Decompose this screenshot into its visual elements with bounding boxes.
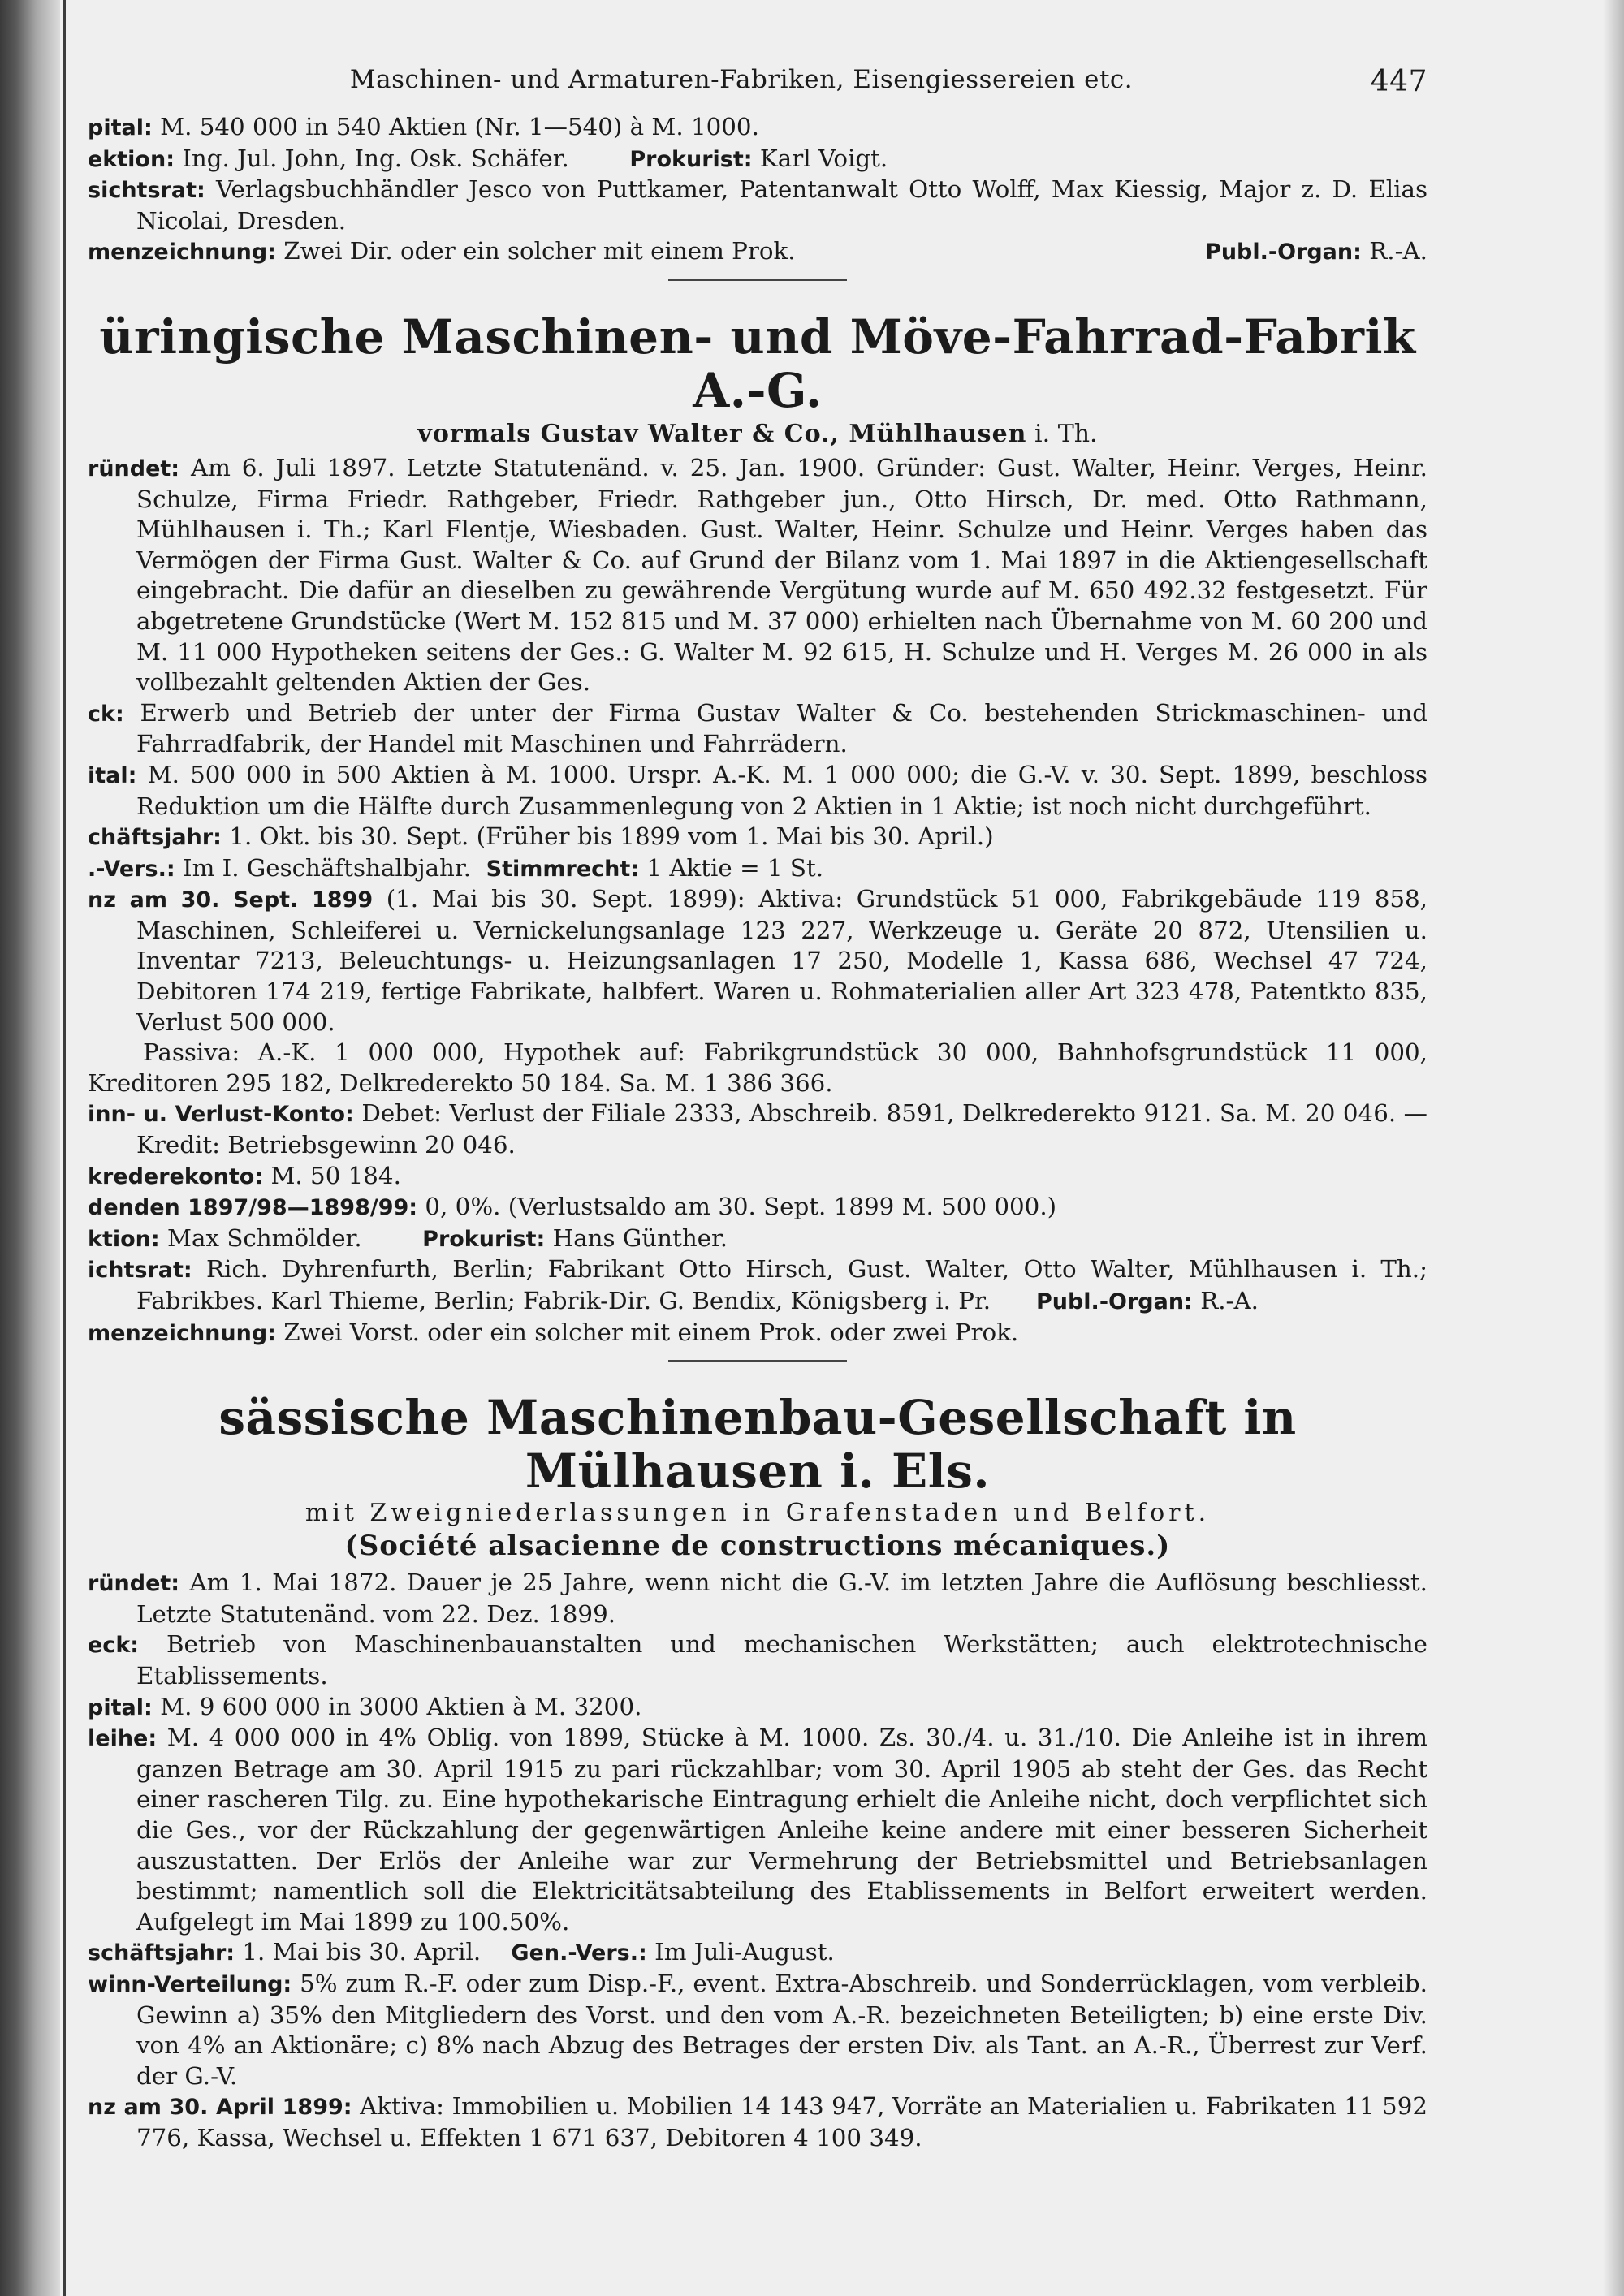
genversammlung-line: .-Vers.: Im I. Geschäftshalbjahr. Stimmrecht: 1 Aktie = 1 St. [88,853,824,882]
guv-line: inn- u. Verlust-Konto: Debet: Verlust der Filiale 2333, Abschreib. 8591, Delkrederekto 9121. Sa. M. 20 046. — Kredit: Betriebsgewinn 20 046. [88,1099,1427,1159]
entry-continuation [88,112,1427,268]
section-divider [668,1360,847,1362]
document-page [88,65,1427,2153]
kapital-line: ital: M. 500 000 in 500 Aktien à M. 1000. Urspr. A.-K. M. 1 000 000; die G.-V. v. 30. Sept. 1899, beschloss Reduktion um die Hälfte durch Zusammenlegung von 2 Aktien in 1 Aktie; ist noch nicht durchgeführt. [88,760,1427,820]
anleihe-line: leihe: M. 4 000 000 in 4% Oblig. von 1899, Stücke à M. 1000. Zs. 30./4. u. 31./10. Die Anleihe ist in ihrem ganzen Betrage am 30. April 1915 zu pari rückzahlbar; vom 30. April 1905 ab steht der Ges. das Recht einer rascheren Tilg. zu. Eine hypothekarische Eintragung erhielt die Anleihe nicht, doch verpflichtet sich die Ges., vor der Rückzahlung der gegenwärtigen Anleihe keine andere mit einer besseren Sicherheit auszustatten. Der Erlös der Anleihe war zur Vermehrung der Betriebsmittel und Betriebsanlagen bestimmt; namentlich soll die Elektricitätsabteilung des Etablissements in Belfort erweitert werden. Aufgelegt im Mai 1899 zu 100.50%. [88,1724,1427,1936]
kapital-line: pital: M. 9 600 000 in 3000 Aktien à M. 3200. [88,1692,642,1720]
section-divider [668,279,847,281]
company-title: üringische Maschinen- und Möve-Fahrrad-Fabrik A.-G. [99,309,1416,418]
gegruendet-line: ründet: Am 1. Mai 1872. Dauer je 25 Jahre, wenn nicht die G.-V. im letzten Jahre die Auflösung beschliesst. Letzte Statutenänd. vom 22. Dez. 1899. [88,1569,1427,1628]
gewinnverteilung-line: winn-Verteilung: 5% zum R.-F. oder zum Disp.-F., event. Extra-Abschreib. und Sonderrücklagen, vom verbleib. Gewinn a) 35% den Mitgliedern des Vorst. und den vom A.-R. bezeichneten Beteiligten; b) eine erste Div. von 4% an Aktionäre; c) 8% nach Abzug des Betrages der ersten Div. als Tant. an A.-R., Überrest zur Verf. der G.-V. [88,1969,1427,2090]
company-branches: mit Zweigniederlassungen in Grafenstaden und Belfort. [304,1499,1211,1528]
delkredere-line: krederekonto: M. 50 184. [88,1161,401,1189]
page-number: 447 [1370,65,1427,98]
gegruendet-line: ründet: Am 6. Juli 1897. Letzte Statutenänd. v. 25. Jan. 1900. Gründer: Gust. Walter, Heinr. Verges, Heinr. Schulze, Firma Friedr. Rathgeber, Friedr. Rathgeber jun., Otto Hirsch, Dr. med. Otto Rathmann, Mühlhausen i. Th.; Karl Flentje, Wiesbaden. Gust. Walter, Heinr. Schulze und Heinr. Verges haben das Vermögen der Firma Gust. Walter & Co. auf Grund der Bilanz vom 1. Mai 1897 in die Aktiengesellschaft eingebracht. Die dafür an dieselben zu gewährende Vergütung wurde auf M. 650 492.32 festgesetzt. Für abgetretene Grundstücke (Wert M. 152 815 und M. 37 000) erhielten nach Übernahme von M. 60 200 und M. 11 000 Hypotheken seitens der Ges.: G. Walter M. 92 615, H. Schulze und H. Verges M. 26 000 in als vollbezahlt geltenden Aktien der Ges. [88,453,1427,697]
zweck-line: ck: Erwerb und Betrieb der unter der Firma Gustav Walter & Co. bestehenden Strickmaschinen- und Fahrradfabrik, der Handel mit Maschinen und Fahrrädern. [88,698,1427,758]
firma-line: menzeichnung: Zwei Dir. oder ein solcher mit einem Prok. Publ.-Organ: R.-A. [88,237,1427,265]
scan-left-line [63,0,66,2296]
geschaeftsjahr-line: schäftsjahr: 1. Mai bis 30. April. Gen.-Vers.: Im Juli-August. [88,1938,835,1966]
entry-elsaessische [88,1391,1427,2153]
bilanz-line: nz am 30. Sept. 1899 (1. Mai bis 30. Sept. 1899): Aktiva: Grundstück 51 000, Fabrikgebäude 119 858, Maschinen, Schleiferei u. Vernickelungsanlage 123 227, Werkzeuge u. Geräte 20 872, Utensilien u. Inventar 7213, Beleuchtungs- u. Heizungsanlagen 17 250, Modelle 1, Kassa 686, Wechsel 47 724, Debitoren 174 219, fertige Fabrikate, halbfert. Waren u. Rohmaterialien aller Art 323 478, Patentkto 835, Verlust 500 000. [88,885,1427,1036]
company-subtitle: vormals Gustav Walter & Co., Mühlhausen i. Th. [417,419,1098,448]
firma-line: menzeichnung: Zwei Vorst. oder ein solcher mit einem Prok. oder zwei Prok. [88,1318,1019,1346]
zweck-line: eck: Betrieb von Maschinenbauanstalten und mechanischen Werkstätten; auch elektrotechnische Etablissements. [88,1630,1427,1690]
running-header [88,65,1427,112]
bilanz-line: nz am 30. April 1899: Aktiva: Immobilien u. Mobilien 14 143 947, Vorräte an Materialien u. Fabrikaten 11 592 776, Kassa, Wechsel u. Effekten 1 671 637, Debitoren 4 100 349. [88,2092,1427,2151]
scan-left-edge [0,0,60,2296]
scan-right-shadow [1603,0,1624,2296]
kapital-line: pital: M. 540 000 in 540 Aktien (Nr. 1—540) à M. 1000. [88,113,759,140]
passiva-line: Passiva: A.-K. 1 000 000, Hypothek auf: Fabrikgrundstück 30 000, Bahnhofsgrundstück 11 000, Kreditoren 295 182, Delkrederekto 50 184. Sa. M. 1 386 366. [88,1038,1427,1097]
header-title: Maschinen- und Armaturen-Fabriken, Eisengiessereien etc. [349,65,1134,94]
company-french-name: (Société alsacienne de constructions mécaniques.) [344,1530,1171,1563]
entry-thueringische [88,310,1427,1349]
direktion-line: ktion: Max Schmölder. Prokurist: Hans Günther. [88,1224,728,1252]
company-title: sässische Maschinenbau-Gesellschaft in Mülhausen i. Els. [218,1390,1297,1500]
dividenden-line: denden 1897/98—1898/99: 0, 0%. (Verlustsaldo am 30. Sept. 1899 M. 500 000.) [88,1193,1057,1221]
direktion-line: ektion: Ing. Jul. John, Ing. Osk. Schäfer. Prokurist: Karl Voigt. [88,144,888,172]
geschaeftsjahr-line: chäftsjahr: 1. Okt. bis 30. Sept. (Früher bis 1899 vom 1. Mai bis 30. April.) [88,822,994,851]
aufsichtsrat-line: sichtsrat: Verlagsbuchhändler Jesco von Puttkamer, Patentanwalt Otto Wolff, Max Kiessig, Major z. D. Elias Nicolai, Dresden. [88,175,1427,235]
aufsichtsrat-line: ichtsrat: Rich. Dyhrenfurth, Berlin; Fabrikant Otto Hirsch, Gust. Walter, Otto Walter, Mühlhausen i. Th.; Fabrikbes. Karl Thieme, Berlin; Fabrik-Dir. G. Bendix, Königsberg i. Pr. Publ.-Organ: R.-A. [88,1255,1427,1314]
